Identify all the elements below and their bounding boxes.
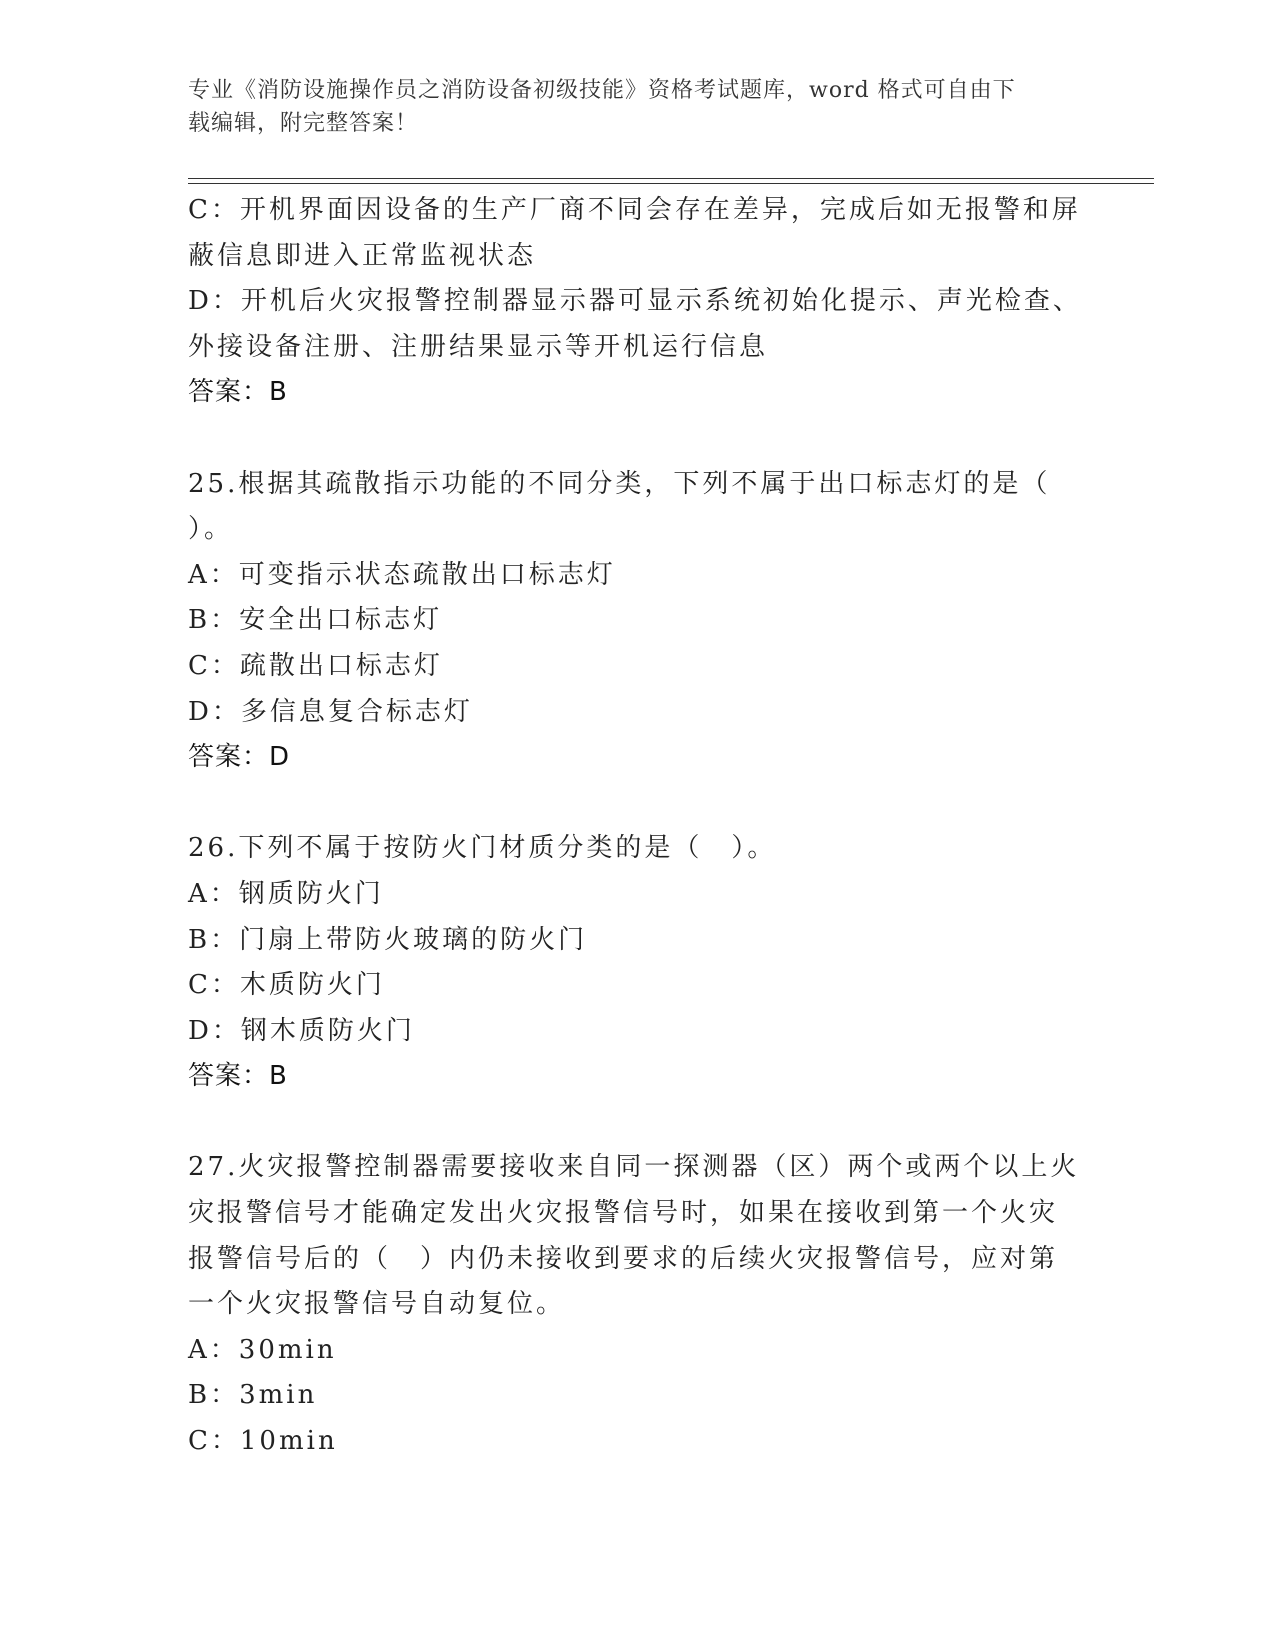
option-b: B：门扇上带防火玻璃的防火门 [188,924,588,955]
spacer [188,781,1088,827]
header-rule-bottom [188,183,1154,184]
option-c: C：疏散出口标志灯 [188,650,443,681]
question-stem: 27.火灾报警控制器需要接收来自同一探测器（区）两个或两个以上火 [188,1152,1080,1183]
question-stem-continued: 灾报警信号才能确定发出火灾报警信号时，如果在接收到第一个火灾 [188,1198,1059,1229]
question-content [188,188,1088,1465]
spacer [188,1100,1088,1146]
answer: 答案：B [188,377,288,408]
option-d-continued: 外接设备注册、注册结果显示等开机运行信息 [188,331,769,362]
option-c: C：10min [188,1426,338,1457]
answer: 答案：D [188,742,291,773]
option-c-continued: 蔽信息即进入正常监视状态 [188,240,537,271]
question-25 [188,462,1088,781]
question-stem: 25.根据其疏散指示功能的不同分类，下列不属于出口标志灯的是（ [188,468,1051,499]
option-c: C：木质防火门 [188,970,385,1001]
question-stem: 26.下列不属于按防火门材质分类的是（ ）。 [188,833,777,864]
answer: 答案：B [188,1061,288,1092]
option-d: D：钢木质防火门 [188,1015,415,1046]
option-a: A：可变指示状态疏散出口标志灯 [188,559,616,590]
page-header [188,74,1068,140]
header-rule-top [188,178,1154,179]
option-a: A：钢质防火门 [188,878,384,909]
prev-question-block [188,188,1088,416]
option-b: B：3min [188,1380,318,1411]
header-line-2: 载编辑，附完整答案！ [188,111,419,136]
question-stem-continued: 一个火灾报警信号自动复位。 [188,1289,566,1320]
option-d: D：多信息复合标志灯 [188,696,473,727]
option-b: B：安全出口标志灯 [188,605,443,636]
question-stem-continued: 报警信号后的（ ）内仍未接收到要求的后续火灾报警信号，应对第 [188,1243,1059,1274]
header-line-1: 专业《消防设施操作员之消防设备初级技能》资格考试题库，word 格式可自由下 [188,78,1016,103]
question-26 [188,826,1088,1100]
question-27 [188,1145,1088,1464]
spacer [188,416,1088,462]
question-stem-continued: ）。 [188,514,234,545]
option-a: A：30min [188,1334,337,1365]
option-d: D：开机后火灾报警控制器显示器可显示系统初始化提示、声光检查、 [188,286,1082,317]
option-c: C：开机界面因设备的生产厂商不同会存在差异，完成后如无报警和屏 [188,195,1081,225]
